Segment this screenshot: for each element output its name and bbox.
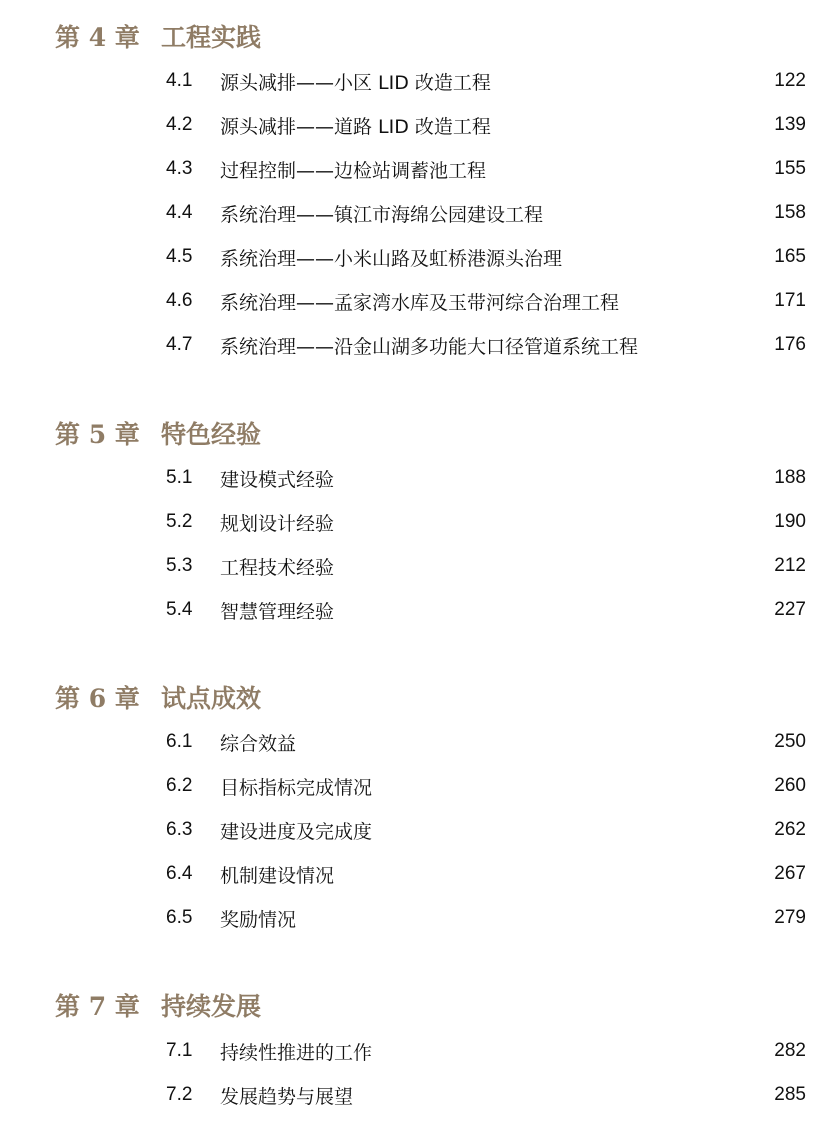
section-title: 系统治理——镇江市海绵公园建设工程	[220, 203, 544, 226]
chapter-title: 持续发展	[161, 992, 262, 1021]
page-number: 188	[774, 467, 806, 488]
page-number: 282	[774, 1040, 806, 1061]
toc-entry[interactable]	[166, 507, 806, 537]
section-number: 6.4	[166, 863, 193, 884]
section-title: 源头减排——小区 LID 改造工程	[220, 71, 491, 94]
chapter-heading	[55, 413, 261, 453]
chapter-heading	[55, 677, 261, 717]
toc-entry[interactable]	[166, 1036, 806, 1066]
section-number: 7.1	[166, 1040, 193, 1061]
section-number: 4.7	[166, 334, 193, 355]
page-number: 190	[774, 511, 806, 532]
chapter-number: 第 5 章	[55, 420, 140, 449]
section-title: 机制建设情况	[220, 864, 335, 887]
section-title: 综合效益	[220, 732, 297, 755]
section-title: 发展趋势与展望	[220, 1085, 354, 1108]
section-number: 4.1	[166, 70, 193, 91]
section-number: 7.2	[166, 1084, 193, 1105]
section-number: 5.4	[166, 599, 193, 620]
section-number: 4.6	[166, 290, 193, 311]
page-number: 285	[774, 1084, 806, 1105]
page-number: 227	[774, 599, 806, 620]
toc-entry[interactable]	[166, 198, 806, 228]
page-number: 250	[774, 731, 806, 752]
section-title: 过程控制——边检站调蓄池工程	[220, 159, 487, 182]
toc-entry[interactable]	[166, 859, 806, 889]
section-number: 6.3	[166, 819, 193, 840]
toc-entry[interactable]	[166, 330, 806, 360]
toc-entry[interactable]	[166, 1080, 806, 1110]
page-number: 165	[774, 246, 806, 267]
chapter-number: 第 4 章	[55, 23, 140, 52]
section-number: 5.3	[166, 555, 193, 576]
toc-entry[interactable]	[166, 551, 806, 581]
chapter-heading	[55, 16, 261, 56]
page-number: 139	[774, 114, 806, 135]
toc-entry[interactable]	[166, 242, 806, 272]
page-number: 212	[774, 555, 806, 576]
toc-entry[interactable]	[166, 815, 806, 845]
section-number: 4.5	[166, 246, 193, 267]
section-title: 系统治理——沿金山湖多功能大口径管道系统工程	[220, 335, 639, 358]
section-number: 4.3	[166, 158, 193, 179]
section-number: 6.1	[166, 731, 193, 752]
page-number: 267	[774, 863, 806, 884]
toc-entry[interactable]	[166, 463, 806, 493]
section-number: 5.1	[166, 467, 193, 488]
section-title: 规划设计经验	[220, 512, 335, 535]
section-title: 系统治理——小米山路及虹桥港源头治理	[220, 247, 563, 270]
toc-entry[interactable]	[166, 727, 806, 757]
chapter-number: 第 6 章	[55, 684, 140, 713]
section-title: 持续性推进的工作	[220, 1041, 373, 1064]
section-title: 工程技术经验	[220, 556, 335, 579]
section-title: 目标指标完成情况	[220, 776, 373, 799]
page-number: 279	[774, 907, 806, 928]
toc-entry[interactable]	[166, 286, 806, 316]
page-number: 171	[774, 290, 806, 311]
chapter-heading	[55, 985, 261, 1025]
toc-entry[interactable]	[166, 903, 806, 933]
section-title: 智慧管理经验	[220, 600, 335, 623]
section-number: 4.4	[166, 202, 193, 223]
page-number: 158	[774, 202, 806, 223]
toc-entry[interactable]	[166, 595, 806, 625]
section-title: 建设模式经验	[220, 468, 335, 491]
toc-entry[interactable]	[166, 771, 806, 801]
chapter-title: 试点成效	[161, 684, 262, 713]
page-number: 122	[774, 70, 806, 91]
page-number: 262	[774, 819, 806, 840]
section-number: 6.2	[166, 775, 193, 796]
page-number: 176	[774, 334, 806, 355]
section-title: 奖励情况	[220, 908, 297, 931]
section-number: 6.5	[166, 907, 193, 928]
section-number: 4.2	[166, 114, 193, 135]
toc-entry[interactable]	[166, 154, 806, 184]
section-number: 5.2	[166, 511, 193, 532]
page-number: 260	[774, 775, 806, 796]
toc-entry[interactable]	[166, 66, 806, 96]
section-title: 系统治理——孟家湾水库及玉带河综合治理工程	[220, 291, 620, 314]
page-number: 155	[774, 158, 806, 179]
toc-entry[interactable]	[166, 110, 806, 140]
chapter-title: 工程实践	[161, 23, 262, 52]
chapter-number: 第 7 章	[55, 992, 140, 1021]
section-title: 源头减排——道路 LID 改造工程	[220, 115, 491, 138]
section-title: 建设进度及完成度	[220, 820, 373, 843]
chapter-title: 特色经验	[161, 420, 262, 449]
